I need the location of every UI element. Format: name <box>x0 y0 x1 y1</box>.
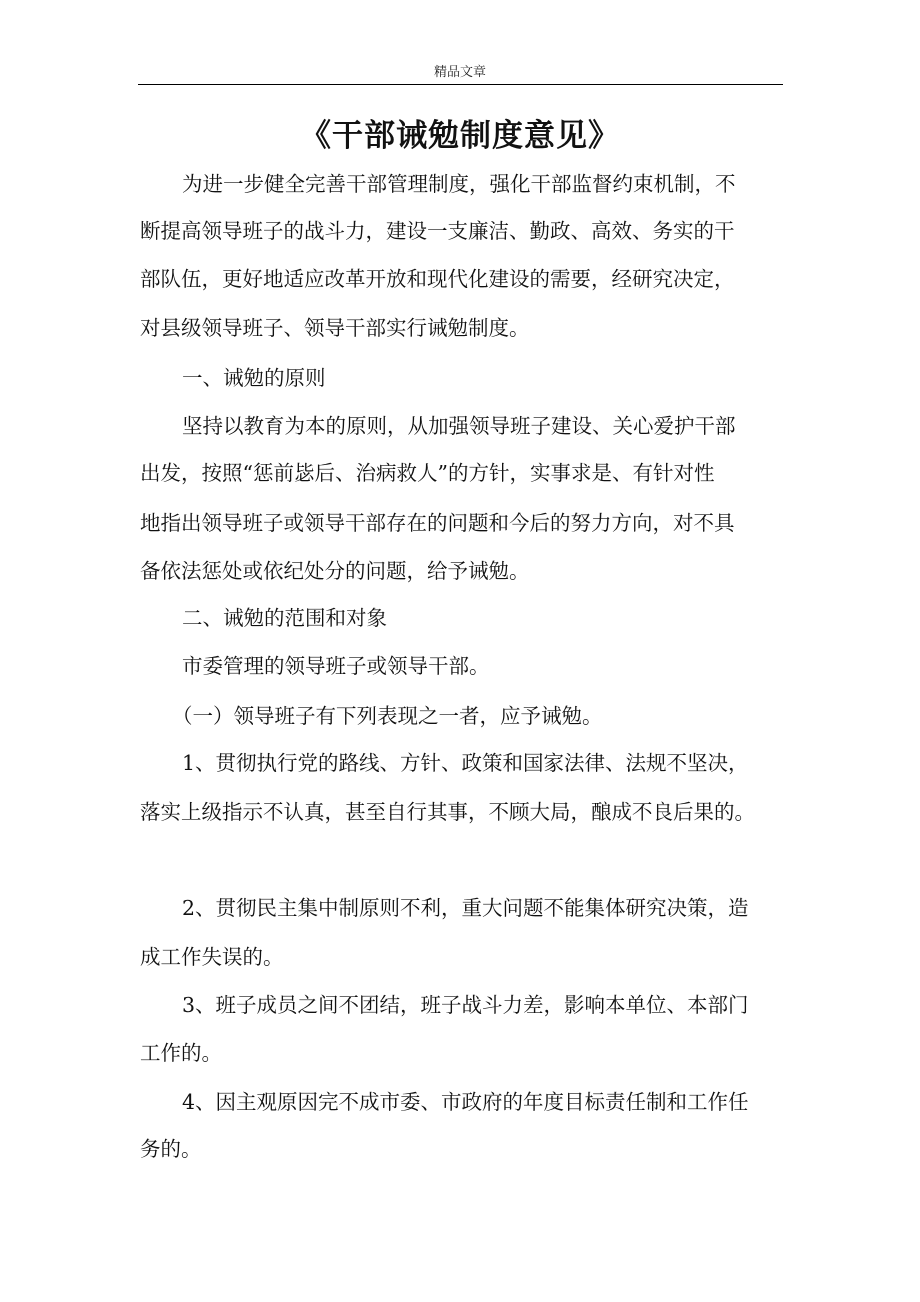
subsection-heading: （一）领导班子有下列表现之一者，应予诫勉。 <box>172 704 603 728</box>
section-heading: 二、诫勉的范围和对象 <box>182 606 387 630</box>
paragraph-line: 坚持以教育为本的原则，从加强领导班子建设、关心爱护干部 <box>182 414 736 438</box>
list-item-line: 4、因主观原因完不成市委、市政府的年度目标责任制和工作任 <box>182 1090 749 1114</box>
paragraph-line: 市委管理的领导班子或领导干部。 <box>182 654 490 678</box>
list-item-line: 3、班子成员之间不团结，班子战斗力差，影响本单位、本部门 <box>182 993 749 1017</box>
paragraph-line: 为进一步健全完善干部管理制度，强化干部监督约束机制，不 <box>182 172 736 196</box>
list-item-line: 落实上级指示不认真，甚至自行其事，不顾大局，酿成不良后果的。 <box>140 800 755 824</box>
list-item-line: 1、贯彻执行党的路线、方针、政策和国家法律、法规不坚决， <box>182 751 749 775</box>
section-heading: 一、诫勉的原则 <box>182 366 326 390</box>
paragraph-line: 对县级领导班子、领导干部实行诫勉制度。 <box>140 316 530 340</box>
list-item-line: 务的。 <box>140 1137 202 1161</box>
document-title: 《干部诫勉制度意见》 <box>300 118 620 154</box>
paragraph-line: 备依法惩处或依纪处分的问题，给予诫勉。 <box>140 559 530 583</box>
paragraph-line: 部队伍，更好地适应改革开放和现代化建设的需要，经研究决定， <box>140 267 735 291</box>
header-label: 精品文章 <box>433 65 486 80</box>
list-item-line: 工作的。 <box>140 1041 222 1065</box>
header-divider <box>138 84 783 85</box>
paragraph-line: 地指出领导班子或领导干部存在的问题和今后的努力方向，对不具 <box>140 511 735 535</box>
list-item-line: 2、贯彻民主集中制原则不利，重大问题不能集体研究决策，造 <box>182 896 749 920</box>
list-item-line: 成工作失误的。 <box>140 945 284 969</box>
paragraph-line: 出发，按照“惩前毖后、治病救人”的方针，实事求是、有针对性 <box>140 461 715 485</box>
paragraph-line: 断提高领导班子的战斗力，建设一支廉洁、勤政、高效、务实的干 <box>140 219 735 243</box>
